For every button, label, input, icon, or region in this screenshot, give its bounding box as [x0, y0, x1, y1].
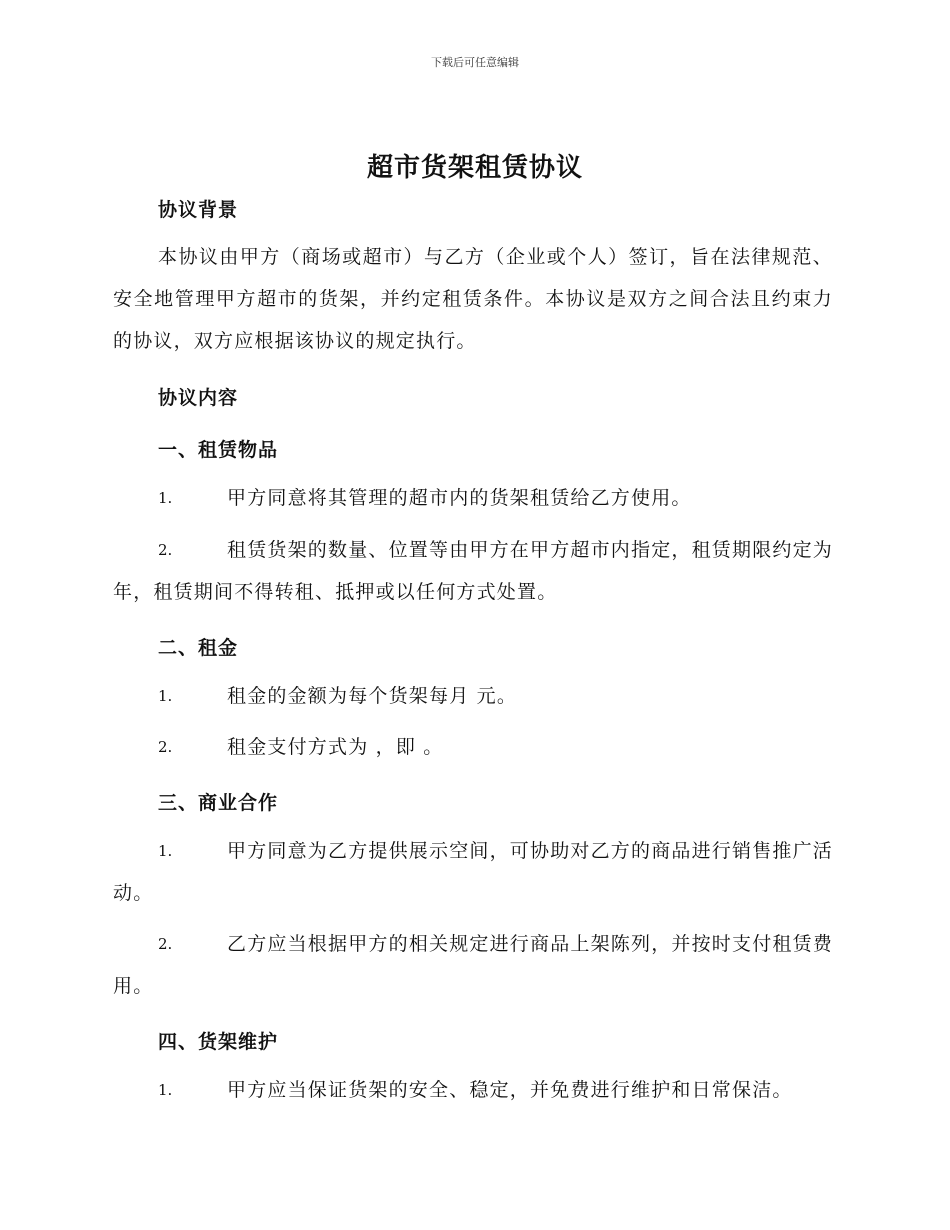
list-item	[113, 830, 833, 914]
section-heading-shelf-maintenance: 四、货架维护	[158, 1031, 279, 1053]
section-heading-rent: 二、租金	[158, 637, 239, 659]
list-item-number: 2.	[158, 738, 173, 756]
section-heading-business-cooperation: 三、商业合作	[158, 792, 279, 814]
list-item	[113, 529, 833, 613]
section-heading-rental-items: 一、租赁物品	[158, 439, 279, 461]
list-item	[113, 675, 833, 717]
list-item-number: 1.	[158, 1081, 173, 1099]
list-item	[113, 923, 833, 1007]
list-item-number: 1.	[158, 687, 173, 705]
list-item-text: 甲方同意为乙方提供展示空间，可协助对乙方的商品进行销售推广活动。	[113, 840, 834, 904]
list-item-text: 租金支付方式为 ，即 。	[227, 736, 444, 758]
document-title: 超市货架租赁协议	[366, 153, 583, 183]
list-item-text: 甲方同意将其管理的超市内的货架租赁给乙方使用。	[227, 487, 692, 509]
list-item-number: 1.	[158, 842, 173, 860]
header-note: 下载后可任意编辑	[431, 56, 519, 69]
list-item-text: 租金的金额为每个货架每月 元。	[227, 685, 518, 707]
list-item-number: 2.	[158, 935, 173, 953]
background-heading: 协议背景	[158, 199, 239, 221]
list-item-number: 1.	[158, 489, 173, 507]
list-item	[113, 477, 833, 519]
list-item-text: 甲方应当保证货架的安全、稳定，并免费进行维护和日常保洁。	[227, 1079, 793, 1101]
list-item-text: 租赁货架的数量、位置等由甲方在甲方超市内指定，租赁期限约定为 年，租赁期间不得转租、抵押或以任何方式处置。	[113, 539, 834, 603]
list-item-number: 2.	[158, 541, 173, 559]
background-paragraph: 本协议由甲方（商场或超市）与乙方（企业或个人）签订，旨在法律规范、安全地管理甲方超市的货架，并约定租赁条件。本协议是双方之间合法且约束力的协议，双方应根据该协议的规定执行。	[113, 246, 833, 352]
list-item	[113, 726, 833, 768]
list-item-text: 乙方应当根据甲方的相关规定进行商品上架陈列，并按时支付租赁费用。	[113, 933, 834, 997]
content-heading: 协议内容	[158, 387, 239, 409]
list-item	[113, 1069, 833, 1111]
